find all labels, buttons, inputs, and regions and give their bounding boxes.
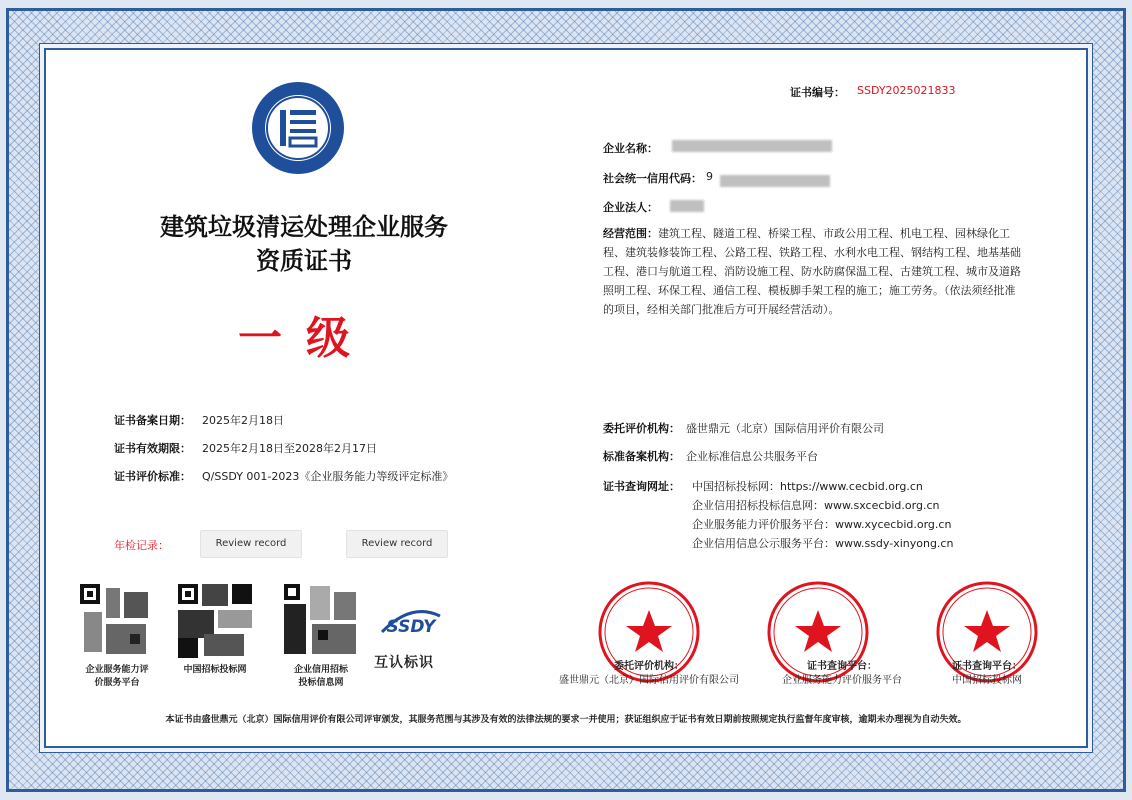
seal-org: 中国招标投标网 bbox=[952, 675, 1022, 686]
entrust-agency-label: 委托评价机构： bbox=[603, 422, 680, 435]
ssdy-logo-text: SSDY bbox=[386, 617, 436, 637]
seal-caption bbox=[549, 660, 749, 688]
qr-caption-line: 中国招标投标网 bbox=[183, 665, 247, 675]
qr-caption bbox=[72, 664, 162, 690]
query-site: 企业服务能力评价服务平台：www.xycecbid.org.cn bbox=[692, 518, 952, 531]
filing-org-label: 标准备案机构： bbox=[603, 450, 680, 463]
qr-caption-line: 企业服务能力评 bbox=[85, 665, 149, 675]
cert-number-label: 证书编号： bbox=[790, 86, 845, 99]
query-url-label: 证书查询网址： bbox=[603, 480, 680, 493]
business-scope-label: 经营范围： bbox=[603, 227, 658, 240]
seal-role: 证书查询平台： bbox=[952, 661, 1022, 672]
seal-role: 证书查询平台： bbox=[807, 661, 877, 672]
validity-value: 2025年2月18日至2028年2月17日 bbox=[202, 442, 377, 455]
seal-caption bbox=[887, 660, 1087, 688]
seal-role: 委托评价机构： bbox=[614, 661, 684, 672]
shengshi-dingyuan-logo-icon bbox=[250, 80, 346, 176]
credit-code-redacted bbox=[720, 175, 830, 187]
qr-code-icon bbox=[284, 584, 358, 658]
seal-org: 企业服务能力评价服务平台 bbox=[782, 675, 902, 686]
certificate-grade: 一级 bbox=[238, 313, 374, 364]
query-site: 中国招标投标网：https://www.cecbid.org.cn bbox=[692, 480, 923, 493]
review-record-box: Review record bbox=[200, 530, 302, 558]
certificate-title-line1: 建筑垃圾清运处理企业服务 bbox=[160, 213, 448, 241]
filing-org-value: 企业标准信息公共服务平台 bbox=[686, 450, 818, 463]
standard-label: 证书评价标准： bbox=[114, 470, 191, 483]
review-record-box: Review record bbox=[346, 530, 448, 558]
qr-code-icon bbox=[80, 584, 154, 658]
annual-check-label: 年检记录： bbox=[114, 539, 169, 552]
qr-caption-line: 企业信用招标 bbox=[293, 665, 348, 675]
validity-label: 证书有效期限： bbox=[114, 442, 191, 455]
qr-caption bbox=[170, 664, 260, 677]
mutual-badge-caption: 互认标识 bbox=[374, 655, 434, 671]
entrust-agency-value: 盛世鼎元（北京）国际信用评价有限公司 bbox=[686, 422, 884, 435]
qr-caption-line: 价服务平台 bbox=[94, 678, 140, 688]
filing-date-value: 2025年2月18日 bbox=[202, 414, 284, 427]
query-site: 企业信用信息公示服务平台：www.ssdy-xinyong.cn bbox=[692, 537, 954, 550]
qr-code-icon bbox=[178, 584, 252, 658]
seal-org: 盛世鼎元（北京）国际信用评价有限公司 bbox=[559, 675, 739, 686]
company-name-redacted bbox=[672, 140, 832, 152]
query-site: 企业信用招标投标信息网：www.sxcecbid.org.cn bbox=[692, 499, 940, 512]
standard-value: Q/SSDY 001-2023《企业服务能力等级评定标准》 bbox=[202, 470, 454, 483]
business-scope-text: 建筑工程、隧道工程、桥梁工程、市政公用工程、机电工程、园林绿化工程、建筑装修装饰工程、公路工程、铁路工程、水利水电工程、钢结构工程、地基基础工程、港口与航道工程、消防设施工程、防水防腐保温工程、古建筑工程、城市及道路照明工程、环保工程、通信工程、模板脚手架工程的施工；施工劳务。（依法须经批准的项目，经相关部门批准后方可开展经营活动）。 bbox=[603, 227, 1021, 316]
certificate-footer-note: 本证书由盛世鼎元（北京）国际信用评价有限公司评审颁发，其服务范围与其涉及有效的法律法规的要求一并使用；获证组织应于证书有效日期前按照规定执行监督年度审核，逾期未办理视为自动失效。 bbox=[165, 715, 967, 725]
filing-date-label: 证书备案日期： bbox=[114, 414, 191, 427]
legal-person-label: 企业法人： bbox=[603, 201, 658, 214]
business-scope bbox=[603, 224, 1028, 319]
qr-caption bbox=[276, 664, 366, 690]
certificate-title-line2: 资质证书 bbox=[256, 247, 352, 275]
credit-code-label: 社会统一信用代码： bbox=[603, 172, 702, 185]
company-name-label: 企业名称： bbox=[603, 142, 658, 155]
ssdy-badge-icon bbox=[378, 602, 444, 642]
credit-code-prefix: 9 bbox=[706, 170, 713, 183]
qr-caption-line: 投标信息网 bbox=[298, 678, 344, 688]
cert-number-value: SSDY2025021833 bbox=[857, 84, 956, 97]
legal-person-redacted bbox=[670, 200, 704, 212]
